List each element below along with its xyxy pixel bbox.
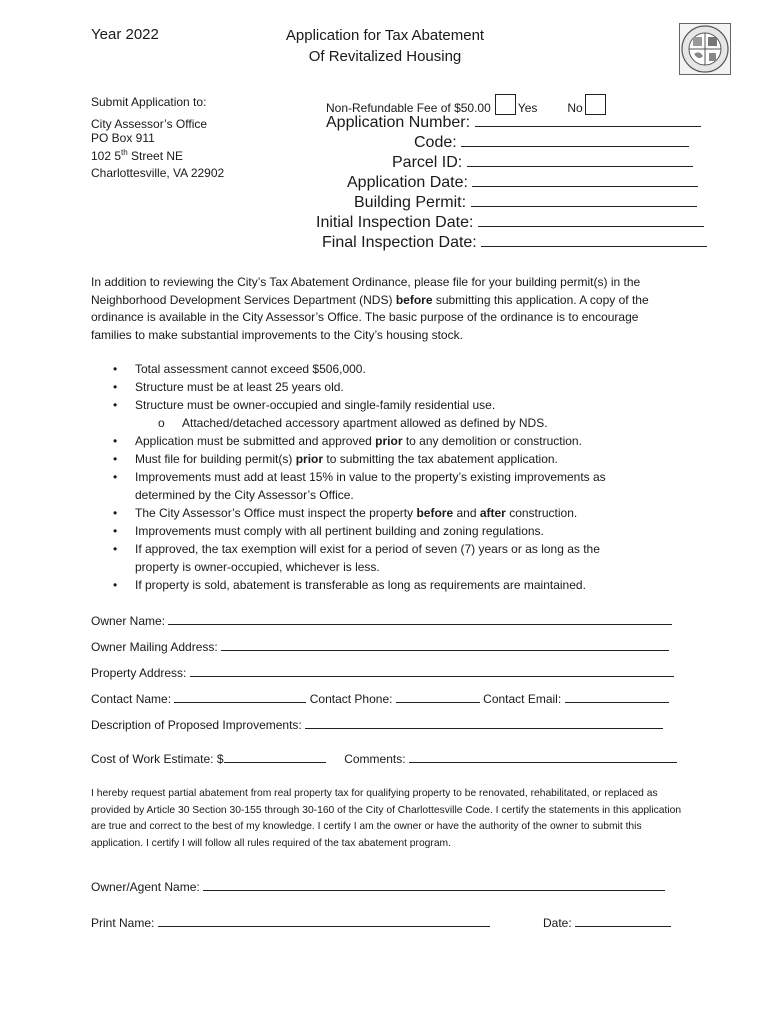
- po-box: PO Box 911: [91, 131, 155, 145]
- owner-agent-name-field[interactable]: Owner/Agent Name:: [91, 877, 665, 894]
- application-number-line[interactable]: [475, 113, 701, 127]
- intro-paragraph: In addition to reviewing the City’s Tax Abatement Ordinance, please file for your building permit(s) in the Neighborhood Development Services Department (NDS) before submitting this application. A copy of the ordinance is available in the City Assessor’s Office. The basic purpose of the ordinance is to encourage families to make substantial improvements to the City’s housing stock.: [91, 275, 649, 342]
- parcel-id-line[interactable]: [467, 153, 693, 167]
- fee-no-label: No: [567, 101, 583, 115]
- bullet-icon: •: [113, 362, 118, 376]
- print-name-field[interactable]: Print Name:: [91, 913, 490, 930]
- title-line-2: Of Revitalized Housing: [308, 48, 462, 65]
- cost-comments-row: [91, 749, 677, 766]
- city-seal-logo: [679, 23, 731, 75]
- application-date-line[interactable]: [472, 173, 698, 187]
- print-name-line[interactable]: [158, 913, 490, 927]
- date-line[interactable]: [575, 913, 671, 927]
- owner-mailing-address-line[interactable]: [221, 637, 669, 651]
- owner-agent-name-line[interactable]: [203, 877, 665, 891]
- bullet-icon: •: [113, 452, 118, 466]
- bullet-icon: •: [113, 380, 118, 394]
- comments-label: Comments:: [344, 752, 406, 766]
- bullet-icon: •: [113, 398, 118, 412]
- list-item: • Improvements must add at least 15% in value to the property’s existing improvements as determined by the City Assessor’s Office.: [113, 470, 606, 502]
- list-item: • If property is sold, abatement is transferable as long as requirements are maintained.: [113, 578, 586, 592]
- building-permit-line[interactable]: [471, 193, 697, 207]
- contact-phone-line[interactable]: [396, 689, 480, 703]
- fee-label: Non-Refundable Fee of $50.00: [326, 101, 491, 115]
- final-inspection-date-field[interactable]: Final Inspection Date:: [322, 233, 707, 253]
- contact-name-label: Contact Name:: [91, 692, 172, 706]
- list-item: • Application must be submitted and approved prior to any demolition or construction.: [113, 434, 582, 448]
- fee-row: [326, 94, 608, 115]
- contact-phone-label: Contact Phone:: [309, 692, 393, 706]
- fee-yes-label: Yes: [517, 101, 538, 115]
- list-item: • The City Assessor’s Office must inspect the property before and after construction.: [113, 506, 578, 520]
- fee-no-checkbox[interactable]: [585, 94, 606, 115]
- submit-label: Submit Application to:: [91, 95, 207, 109]
- submit-address: [91, 95, 224, 181]
- bullet-icon: •: [113, 542, 118, 556]
- fee-yes-checkbox[interactable]: [495, 94, 516, 115]
- requirements-list: [91, 360, 691, 594]
- contact-email-label: Contact Email:: [483, 692, 562, 706]
- bullet-icon: •: [113, 434, 118, 448]
- comments-line[interactable]: [409, 749, 677, 763]
- description-line[interactable]: [305, 715, 663, 729]
- date-field[interactable]: Date:: [543, 913, 671, 930]
- final-inspection-date-line[interactable]: [481, 233, 707, 247]
- owner-mailing-address-field[interactable]: Owner Mailing Address:: [91, 637, 669, 654]
- list-item: • Improvements must comply with all pertinent building and zoning regulations.: [113, 524, 544, 538]
- description-field[interactable]: Description of Proposed Improvements:: [91, 715, 663, 732]
- page-title: [250, 25, 520, 67]
- application-number-field[interactable]: Application Number:: [326, 113, 701, 133]
- list-sub-item: o Attached/detached accessory apartment allowed as defined by NDS.: [158, 416, 548, 430]
- title-line-1: Application for Tax Abatement: [285, 27, 485, 44]
- year-label: Year 2022: [91, 26, 159, 43]
- street-address: 102 5th Street NE: [91, 147, 184, 163]
- code-line[interactable]: [461, 133, 689, 147]
- list-item: • Structure must be owner-occupied and single-family residential use.: [113, 398, 496, 412]
- owner-name-field[interactable]: Owner Name:: [91, 611, 672, 628]
- contact-row: [91, 689, 669, 706]
- initial-inspection-date-field[interactable]: Initial Inspection Date:: [316, 213, 704, 233]
- circle-bullet-icon: o: [158, 416, 165, 430]
- bullet-icon: •: [113, 470, 118, 484]
- contact-email-line[interactable]: [565, 689, 669, 703]
- list-item: • Total assessment cannot exceed $506,000.: [113, 362, 366, 376]
- list-item: • If approved, the tax exemption will exist for a period of seven (7) years or as long as the property is owner-occupied, whichever is less.: [113, 542, 600, 574]
- parcel-id-field[interactable]: Parcel ID:: [392, 153, 693, 173]
- owner-name-line[interactable]: [168, 611, 672, 625]
- bullet-icon: •: [113, 524, 118, 538]
- certification-statement: I hereby request partial abatement from real property tax for qualifying property to be renovated, rehabilitated, or replaced as provided by Article 30 Section 30-155 through 30-160 of the City of Charlottesville Code. I certify the statements in this application are true and correct to the best of my knowledge. I certify I am the owner or have the authority of the owner to submit this application. I certify I will follow all rules required of the tax abatement program.: [91, 788, 682, 849]
- cost-estimate-label: Cost of Work Estimate: $: [91, 752, 224, 766]
- cost-estimate-line[interactable]: [224, 749, 326, 763]
- application-date-field[interactable]: Application Date:: [347, 173, 698, 193]
- code-field[interactable]: Code:: [414, 133, 689, 153]
- initial-inspection-date-line[interactable]: [478, 213, 704, 227]
- property-address-line[interactable]: [190, 663, 674, 677]
- office-name: City Assessor’s Office: [91, 116, 208, 131]
- list-item: • Must file for building permit(s) prior to submitting the tax abatement application.: [113, 452, 558, 466]
- contact-name-line[interactable]: [174, 689, 306, 703]
- building-permit-field[interactable]: Building Permit:: [354, 193, 697, 213]
- city-state-zip: Charlottesville, VA 22902: [91, 166, 225, 180]
- list-item: • Structure must be at least 25 years old.: [113, 380, 344, 394]
- bullet-icon: •: [113, 578, 118, 592]
- bullet-icon: •: [113, 506, 118, 520]
- property-address-field[interactable]: Property Address:: [91, 663, 674, 680]
